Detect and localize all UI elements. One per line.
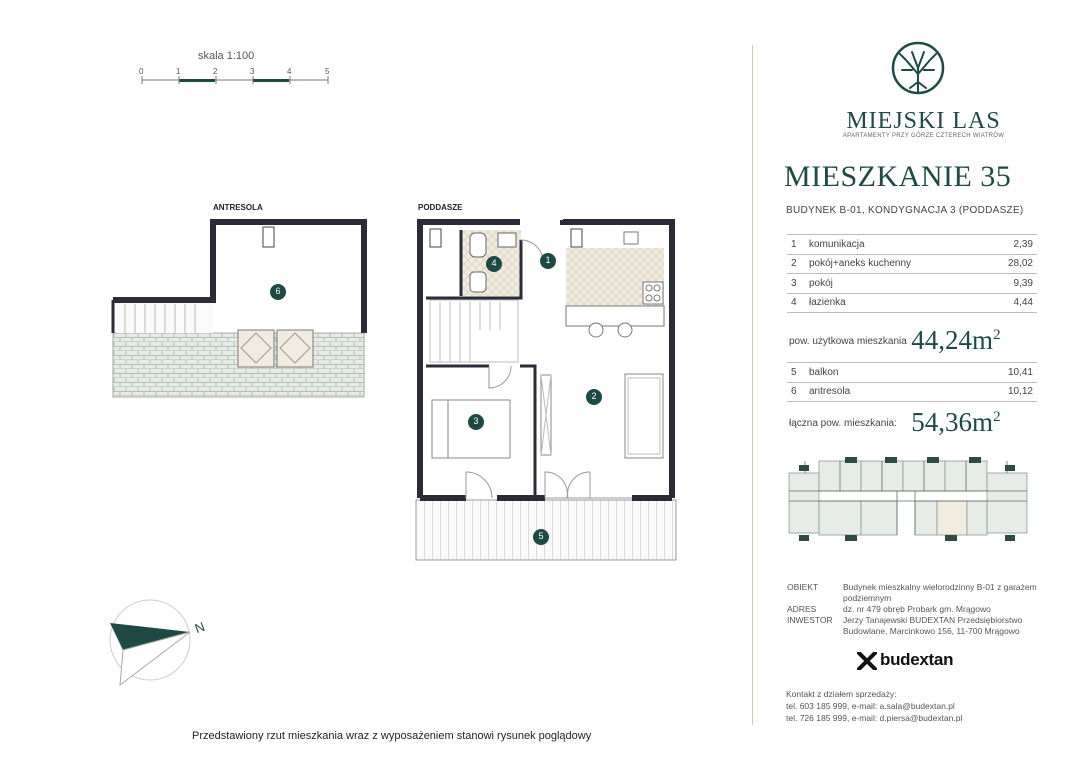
- apartment-title: MIESZKANIE 35: [784, 160, 1012, 193]
- budextan-x-icon: [857, 652, 877, 670]
- usable-area-value: [911, 325, 1000, 355]
- building-key-plan: [785, 455, 1035, 550]
- usable-area-unit: 2: [993, 327, 1001, 343]
- footer-disclaimer: Przedstawiony rzut mieszkania wraz z wyposażeniem stanowi rysunek poglądowy: [192, 730, 592, 742]
- brand-subtitle: APARTAMENTY PRZY GÓRZE CZTERECH WIATRÓW: [842, 133, 1005, 139]
- room-num: 2: [787, 254, 809, 274]
- marker-5-label: 5: [538, 531, 544, 541]
- extras-table: [787, 362, 1037, 402]
- room-num: 3: [787, 274, 809, 294]
- total-area-unit: 2: [993, 409, 1001, 425]
- brand-name: MIEJSKI LAS: [846, 108, 1001, 134]
- total-area-value: [911, 407, 1000, 437]
- room-name: łazienka: [809, 293, 986, 313]
- total-area-label: łączna pow. mieszkania:: [789, 418, 897, 429]
- marker-2-label: 2: [591, 391, 597, 401]
- room-area: 9,39: [986, 274, 1037, 294]
- table-row: [787, 274, 1037, 294]
- info-value: Jerzy Tanajewski BUDEXTAN Przedsiębiorstwo: [843, 615, 1023, 625]
- scale-bar: [142, 76, 328, 84]
- scale-tick-1: 1: [176, 67, 181, 76]
- room-name: pokój: [809, 274, 986, 294]
- info-key: ADRES: [787, 604, 817, 614]
- tree-logo-icon: [890, 40, 946, 100]
- room-num: 1: [787, 235, 809, 255]
- table-row: [787, 363, 1037, 383]
- info-values: [843, 582, 1043, 637]
- scale-title: skala 1:100: [198, 50, 255, 62]
- table-row: [787, 382, 1037, 402]
- marker-6-label: 6: [275, 286, 281, 296]
- scale-tick-5: 5: [325, 67, 330, 76]
- usable-area: [789, 325, 1039, 356]
- info-value: Budowlane, Marcinkowo 156, 11-700 Mrągowo: [843, 626, 1020, 636]
- extra-area: 10,41: [943, 363, 1037, 383]
- table-row: [787, 235, 1037, 255]
- total-area-number: 54,36m: [911, 407, 994, 437]
- marker-1-label: 1: [545, 255, 551, 265]
- scale-tick-4: 4: [287, 67, 292, 76]
- room-num: 4: [787, 293, 809, 313]
- marker-3-label: 3: [473, 416, 479, 426]
- info-value: podziemnym: [843, 593, 892, 603]
- compass-north-label: N: [192, 618, 207, 637]
- info-key: OBIEKT: [787, 582, 819, 592]
- info-key: [787, 626, 847, 637]
- extra-area: 10,12: [943, 382, 1037, 402]
- poddasze-label: PODDASZE: [418, 203, 463, 212]
- compass-icon: [110, 600, 190, 685]
- extra-name: antresola: [809, 382, 943, 402]
- room-area: 2,39: [986, 235, 1037, 255]
- extra-num: 6: [787, 382, 809, 402]
- usable-area-label: pow. użytkowa mieszkania: [789, 336, 907, 347]
- developer-logo: budextan: [880, 650, 954, 669]
- extra-num: 5: [787, 363, 809, 383]
- usable-area-number: 44,24m: [911, 325, 994, 355]
- antresola-plan: [113, 220, 364, 397]
- scale-tick-2: 2: [213, 67, 218, 76]
- room-area: 28,02: [986, 254, 1037, 274]
- contact-line: tel. 603 185 999, e-mail: a.sala@budextan.pl: [786, 701, 955, 711]
- extra-name: balkon: [809, 363, 943, 383]
- info-value: dz. nr 479 obręb Probark gm. Mrągowo: [843, 604, 991, 614]
- apartment-subtitle: BUDYNEK B-01, KONDYGNACJA 3 (PODDASZE): [786, 205, 1024, 216]
- marker-4-label: 4: [491, 258, 497, 268]
- scale-tick-3: 3: [250, 67, 255, 76]
- info-keys: [787, 582, 847, 637]
- table-row: [787, 254, 1037, 274]
- room-name: pokój+aneks kuchenny: [809, 254, 986, 274]
- info-key: [787, 593, 847, 604]
- antresola-label: ANTRESOLA: [213, 203, 263, 212]
- contact-line: tel. 726 185 999, e-mail: d.piersa@budextan.pl: [786, 713, 963, 723]
- rooms-table: [787, 234, 1037, 313]
- total-area: [789, 407, 1049, 438]
- scale-tick-0: 0: [139, 67, 144, 76]
- panel-divider: [752, 45, 753, 725]
- room-area: 4,44: [986, 293, 1037, 313]
- info-key: INWESTOR: [787, 615, 833, 625]
- info-value: Budynek mieszkalny wielorodzinny B-01 z garażem: [843, 582, 1037, 592]
- poddasze-plan: [416, 220, 676, 560]
- contact-heading: Kontakt z działem sprzedaży:: [786, 689, 897, 699]
- table-row: [787, 293, 1037, 313]
- room-name: komunikacja: [809, 235, 986, 255]
